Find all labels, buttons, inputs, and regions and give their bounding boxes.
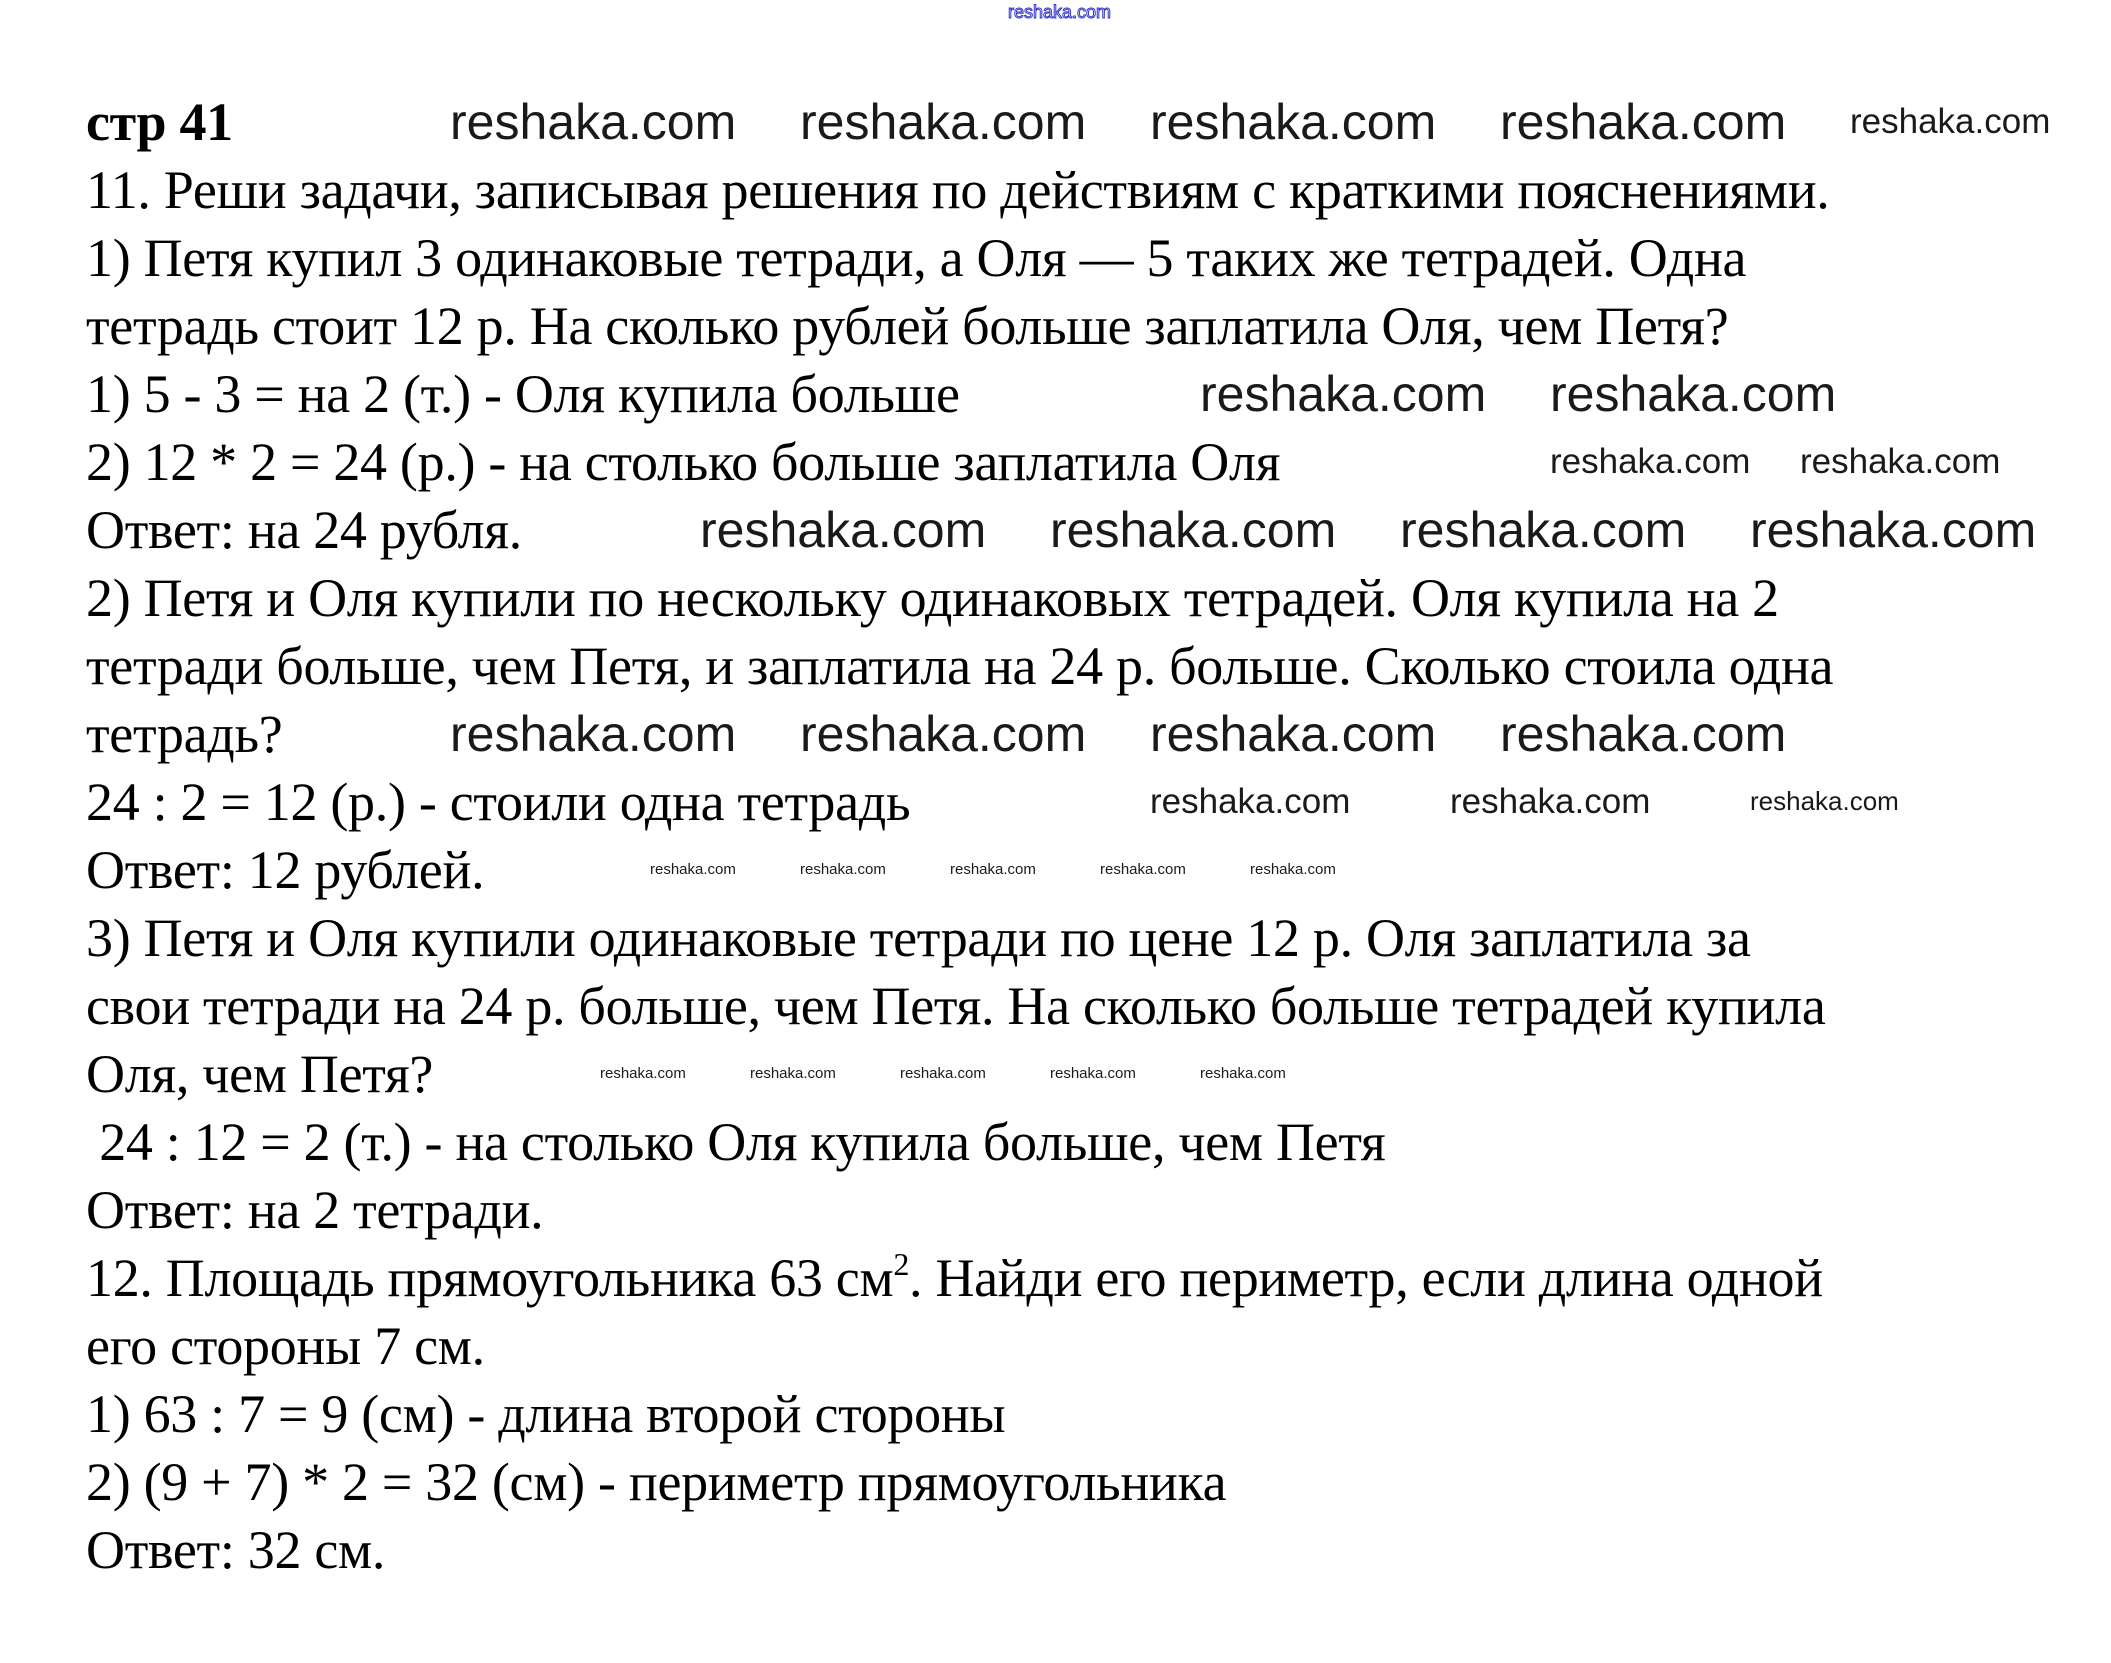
- watermark: reshaka.com: [1150, 782, 1351, 821]
- text-line: 2) 12 * 2 = 24 (р.) - на столько больше заплатила Оля: [86, 432, 1281, 492]
- page-title: стр 41: [86, 92, 233, 152]
- text-line: 24 : 12 = 2 (т.) - на столько Оля купила больше, чем Петя: [86, 1112, 1386, 1172]
- watermark: reshaka.com: [800, 861, 886, 878]
- watermark: reshaka.com: [1400, 502, 1687, 558]
- text-line: тетрадь стоит 12 р. На сколько рублей больше заплатила Оля, чем Петя?: [86, 296, 1729, 356]
- text-line: Ответ: 32 см.: [86, 1520, 386, 1580]
- watermark: reshaka.com: [700, 502, 987, 558]
- task-12-line: [86, 1244, 1833, 1312]
- watermark: reshaka.com: [1500, 94, 1787, 150]
- watermark: reshaka.com: [800, 706, 1087, 762]
- text-line: его стороны 7 см.: [86, 1316, 485, 1376]
- watermark: reshaka.com: [450, 706, 737, 762]
- watermark: reshaka.com: [1450, 782, 1651, 821]
- text-line: тетради больше, чем Петя, и заплатила на 24 р. больше. Сколько стоила одна: [86, 636, 1834, 696]
- watermark: reshaka.com: [450, 94, 737, 150]
- header-watermark: reshaka.com: [1008, 2, 1112, 22]
- watermark: reshaka.com: [1100, 861, 1186, 878]
- watermark: reshaka.com: [900, 1065, 986, 1082]
- watermark: reshaka.com: [750, 1065, 836, 1082]
- watermark: reshaka.com: [600, 1065, 686, 1082]
- watermark: reshaka.com: [800, 94, 1087, 150]
- watermark: reshaka.com: [650, 861, 736, 878]
- text-line: 2) (9 + 7) * 2 = 32 (см) - периметр прямоугольника: [86, 1452, 1227, 1512]
- watermark: reshaka.com: [1750, 502, 2037, 558]
- watermark: reshaka.com: [1800, 442, 2001, 481]
- text-line: 2) Петя и Оля купили по нескольку одинаковых тетрадей. Оля купила на 2: [86, 568, 1779, 628]
- watermark: reshaka.com: [1750, 786, 1899, 816]
- watermark: reshaka.com: [1150, 706, 1437, 762]
- text-line: 24 : 2 = 12 (р.) - стоили одна тетрадь: [86, 772, 911, 832]
- watermark: reshaka.com: [1050, 502, 1337, 558]
- watermark: reshaka.com: [1200, 1065, 1286, 1082]
- watermark: reshaka.com: [1200, 366, 1487, 422]
- text-line: 3) Петя и Оля купили одинаковые тетради по цене 12 р. Оля заплатила за: [86, 908, 1751, 968]
- text-line: 1) Петя купил 3 одинаковые тетради, а Оля — 5 таких же тетрадей. Одна: [86, 228, 1747, 288]
- text-line: Ответ: на 24 рубля.: [86, 500, 523, 560]
- text-line: 1) 63 : 7 = 9 (см) - длина второй стороны: [86, 1384, 1006, 1444]
- superscript: 2: [893, 1246, 910, 1282]
- watermark: reshaka.com: [1250, 861, 1336, 878]
- watermark: reshaka.com: [1050, 1065, 1136, 1082]
- text-line: Ответ: на 2 тетради.: [86, 1180, 544, 1240]
- text-line: 1) 5 - 3 = на 2 (т.) - Оля купила больше: [86, 364, 960, 424]
- document-body: [86, 88, 1833, 1584]
- watermark: reshaka.com: [950, 861, 1036, 878]
- text: 12. Площадь прямоугольника 63 см: [86, 1248, 894, 1308]
- text-line: тетрадь?: [86, 704, 283, 764]
- text: . Найди его периметр, если длина одной: [909, 1248, 1823, 1308]
- watermark: reshaka.com: [1550, 442, 1751, 481]
- watermark: reshaka.com: [1550, 366, 1837, 422]
- text-line: свои тетради на 24 р. больше, чем Петя. На сколько больше тетрадей купила: [86, 976, 1826, 1036]
- watermark: reshaka.com: [1500, 706, 1787, 762]
- watermark: reshaka.com: [1150, 94, 1437, 150]
- text-line: Оля, чем Петя?: [86, 1044, 434, 1104]
- text-line: Ответ: 12 рублей.: [86, 840, 485, 900]
- text-line: 11. Реши задачи, записывая решения по действиям с краткими пояснениями.: [86, 160, 1830, 220]
- watermark: reshaka.com: [1850, 102, 2051, 141]
